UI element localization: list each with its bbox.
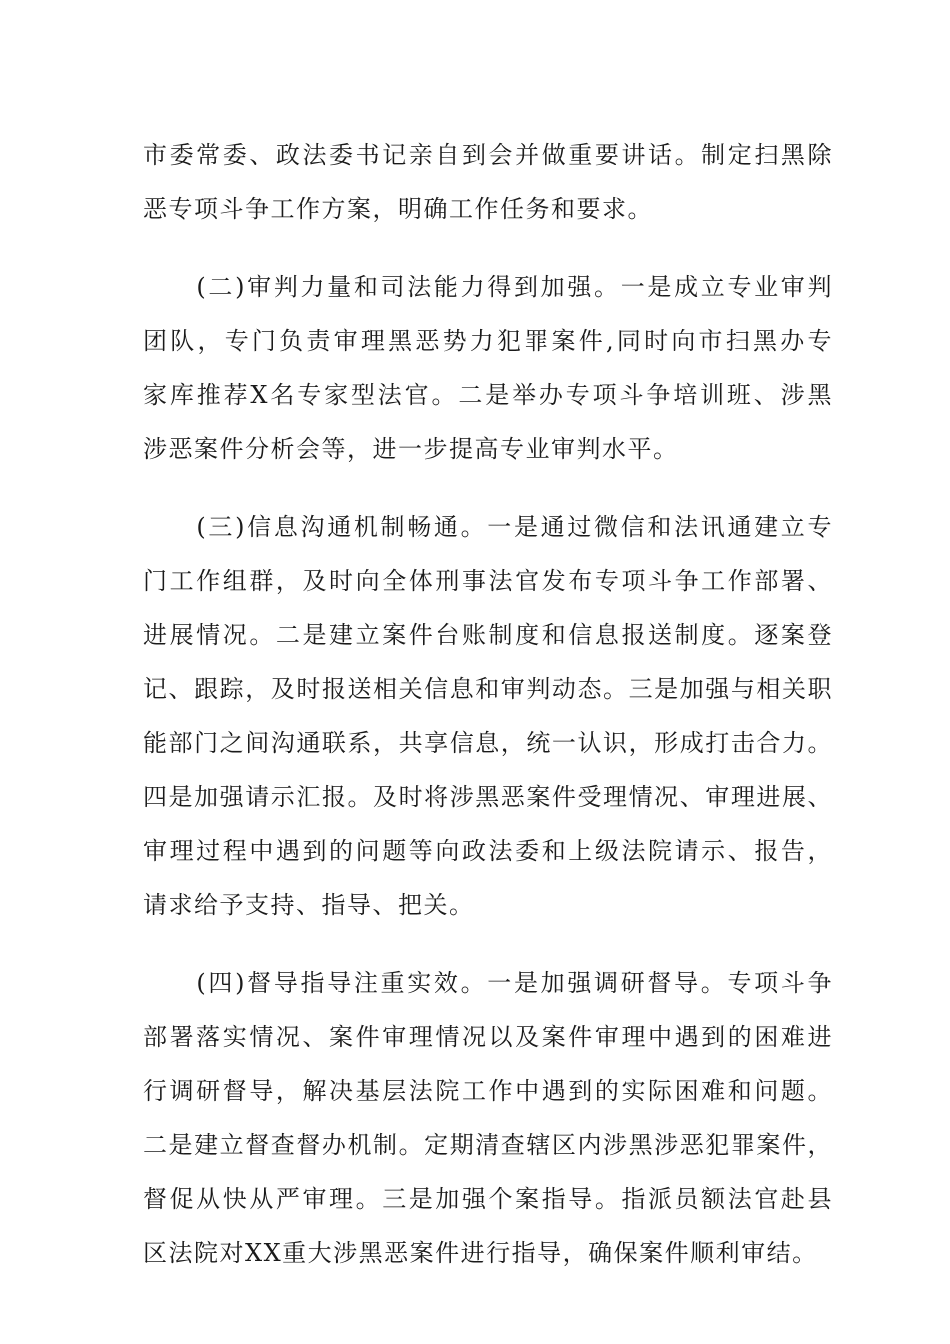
text-line: 四是加强请示汇报。及时将涉黑恶案件受理情况、审理进展、	[143, 783, 833, 811]
text-line: 涉恶案件分析会等，进一步提高专业审判水平。	[143, 435, 679, 463]
text-line: 部署落实情况、案件审理情况以及案件审理中遇到的困难进	[143, 1023, 833, 1051]
text-line: 记、跟踪，及时报送相关信息和审判动态。三是加强与相关职	[143, 675, 833, 703]
text-line: 请求给予支持、指导、把关。	[143, 891, 475, 919]
text-line: 进展情况。二是建立案件台账制度和信息报送制度。逐案登	[143, 621, 833, 649]
text-line: 审理过程中遇到的问题等向政法委和上级法院请示、报告，	[143, 837, 833, 865]
paragraph-gap	[143, 476, 833, 500]
text-line: (三)信息沟通机制畅通。一是通过微信和法讯通建立专	[143, 513, 833, 541]
paragraph-gap	[143, 932, 833, 956]
text-line: 二是建立督查督办机制。定期清查辖区内涉黑涉恶犯罪案件，	[143, 1131, 833, 1159]
text-line: 行调研督导，解决基层法院工作中遇到的实际困难和问题。	[143, 1077, 833, 1105]
document-body	[143, 128, 833, 1280]
text-line: 区法院对XX重大涉黑恶案件进行指导，确保案件顺利审结。	[143, 1239, 818, 1267]
paragraph-4	[143, 956, 833, 1280]
text-line: 恶专项斗争工作方案，明确工作任务和要求。	[143, 195, 653, 223]
text-line: (二)审判力量和司法能力得到加强。一是成立专业审判	[143, 273, 833, 301]
text-line: 团队，专门负责审理黑恶势力犯罪案件,同时向市扫黑办专	[143, 327, 833, 355]
text-line: 督促从快从严审理。三是加强个案指导。指派员额法官赴县	[143, 1185, 833, 1213]
text-line: 家库推荐X名专家型法官。二是举办专项斗争培训班、涉黑	[143, 381, 833, 409]
paragraph-3	[143, 500, 833, 932]
text-line: 门工作组群，及时向全体刑事法官发布专项斗争工作部署、	[143, 567, 833, 595]
paragraph-gap	[143, 236, 833, 260]
text-line: 市委常委、政法委书记亲自到会并做重要讲话。制定扫黑除	[143, 141, 833, 169]
paragraph-2	[143, 260, 833, 476]
paragraph-1	[143, 128, 833, 236]
text-line: 能部门之间沟通联系，共享信息，统一认识，形成打击合力。	[143, 729, 833, 757]
text-line: (四)督导指导注重实效。一是加强调研督导。专项斗争	[143, 969, 833, 997]
